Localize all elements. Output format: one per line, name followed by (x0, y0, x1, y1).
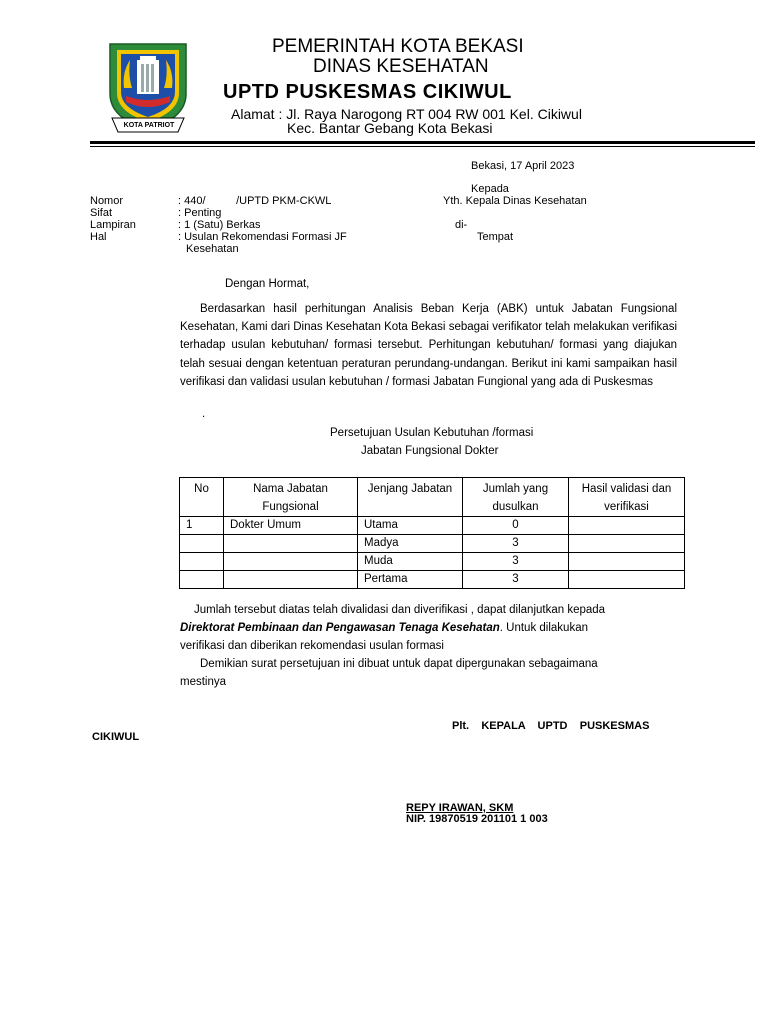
cell-jumlah: 0 (463, 517, 569, 535)
meta-label-sifat: Sifat (90, 207, 113, 219)
cell-jenjang: Pertama (358, 571, 463, 589)
meta-value-hal: : Usulan Rekomendasi Formasi JF (178, 231, 347, 243)
office-address-line1: Alamat : Jl. Raya Narogong RT 004 RW 001 Kel. Cikiwul (231, 106, 582, 122)
signatory-nip: NIP. 19870519 201101 1 003 (406, 813, 548, 825)
closing-line2 (180, 622, 588, 634)
cell-hasil (569, 535, 685, 553)
table-row (180, 571, 685, 589)
table-row (180, 517, 685, 535)
recipient-di: di- (455, 219, 468, 231)
cell-jumlah: 3 (463, 535, 569, 553)
letterhead-divider-thin (90, 146, 755, 147)
signatory-title: Plt. KEPALA UPTD PUSKESMAS (452, 720, 650, 732)
letter-date: Bekasi, 17 April 2023 (471, 160, 575, 172)
meta-label-hal: Hal (90, 231, 107, 243)
office-name: UPTD PUSKESMAS CIKIWUL (223, 81, 512, 103)
cell-nama (224, 553, 358, 571)
signatory-name: REPY IRAWAN, SKM (406, 802, 514, 814)
meta-value-sifat: : Penting (178, 207, 222, 219)
closing-line1: Jumlah tersebut diatas telah divalidasi dan diverifikasi , dapat dilanjutkan kepada (194, 604, 606, 616)
city-emblem-logo (104, 36, 192, 136)
cell-hasil (569, 553, 685, 571)
meta-value-lampiran: : 1 (Satu) Berkas (178, 219, 261, 231)
cell-hasil (569, 517, 685, 535)
logo-caption: KOTA PATRIOT (123, 122, 175, 129)
signatory-title-cont: CIKIWUL (92, 731, 140, 743)
cell-hasil (569, 571, 685, 589)
recipient-kepada: Kepada (471, 183, 509, 195)
table-title-line2: Jabatan Fungsional Dokter (361, 445, 499, 457)
cell-nama (224, 571, 358, 589)
cell-no (180, 553, 224, 571)
col-header-nama: Nama Jabatan Fungsional (224, 478, 358, 517)
department-name: DINAS KESEHATAN (313, 56, 489, 77)
cell-no (180, 535, 224, 553)
meta-label-nomor: Nomor (90, 195, 124, 207)
salutation: Dengan Hormat, (225, 278, 310, 290)
body-paragraph: Berdasarkan hasil perhitungan Analisis Beban Kerja (ABK) untuk Jabatan Fungsional Kesehatan, Kami dari Dinas Kesehatan Kota Bekasi sebagai verifikator telah melakukan verifikasi terhadap usulan kebutuhan/ formasi tersebut. Perhitungan kebutuhan/ formasi yang diajukan telah sesuai dengan ketentuan peraturan perundang-undangan. Berikut ini kami sampaikan hasil verifikasi dan validasi usulan kebutuhan / formasi Jabatan Fungional yang ada di Puskesmas (180, 303, 677, 388)
recipient-place: Tempat (477, 231, 514, 243)
cell-nama: Dokter Umum (224, 517, 358, 535)
cell-jenjang: Madya (358, 535, 463, 553)
meta-value-hal-cont: Kesehatan (186, 243, 239, 255)
cell-no: 1 (180, 517, 224, 535)
cell-nama (224, 535, 358, 553)
col-header-jenjang: Jenjang Jabatan (358, 478, 463, 517)
table-row (180, 553, 685, 571)
directorate-name: Direktorat Pembinaan dan Pengawasan Tenaga Kesehatan (180, 622, 500, 634)
office-address-line2: Kec. Bantar Gebang Kota Bekasi (287, 120, 493, 136)
letterhead-divider-thick (90, 141, 755, 144)
cell-jenjang: Utama (358, 517, 463, 535)
col-header-no: No (180, 478, 224, 517)
cell-jenjang: Muda (358, 553, 463, 571)
closing-line5: mestinya (180, 676, 227, 688)
closing-line4: Demikian surat persetujuan ini dibuat untuk dapat dipergunakan sebagaimana (200, 658, 598, 670)
stray-dot: . (202, 408, 206, 420)
cell-no (180, 571, 224, 589)
cell-jumlah: 3 (463, 571, 569, 589)
closing-line3: verifikasi dan diberikan rekomendasi usulan formasi (180, 640, 444, 652)
formation-table (179, 477, 685, 589)
closing-line2-rest: . Untuk dilakukan (499, 622, 588, 634)
table-header-row (180, 478, 685, 517)
col-header-jumlah: Jumlah yang dusulkan (463, 478, 569, 517)
government-name: PEMERINTAH KOTA BEKASI (272, 36, 524, 57)
meta-label-lampiran: Lampiran (90, 219, 136, 231)
table-title-line1: Persetujuan Usulan Kebutuhan /formasi (330, 427, 534, 439)
table-row (180, 535, 685, 553)
col-header-hasil: Hasil validasi dan verifikasi (569, 478, 685, 517)
recipient-name: Yth. Kepala Dinas Kesehatan (443, 195, 587, 207)
cell-jumlah: 3 (463, 553, 569, 571)
meta-value-nomor: : 440/ /UPTD PKM-CKWL (178, 195, 332, 207)
